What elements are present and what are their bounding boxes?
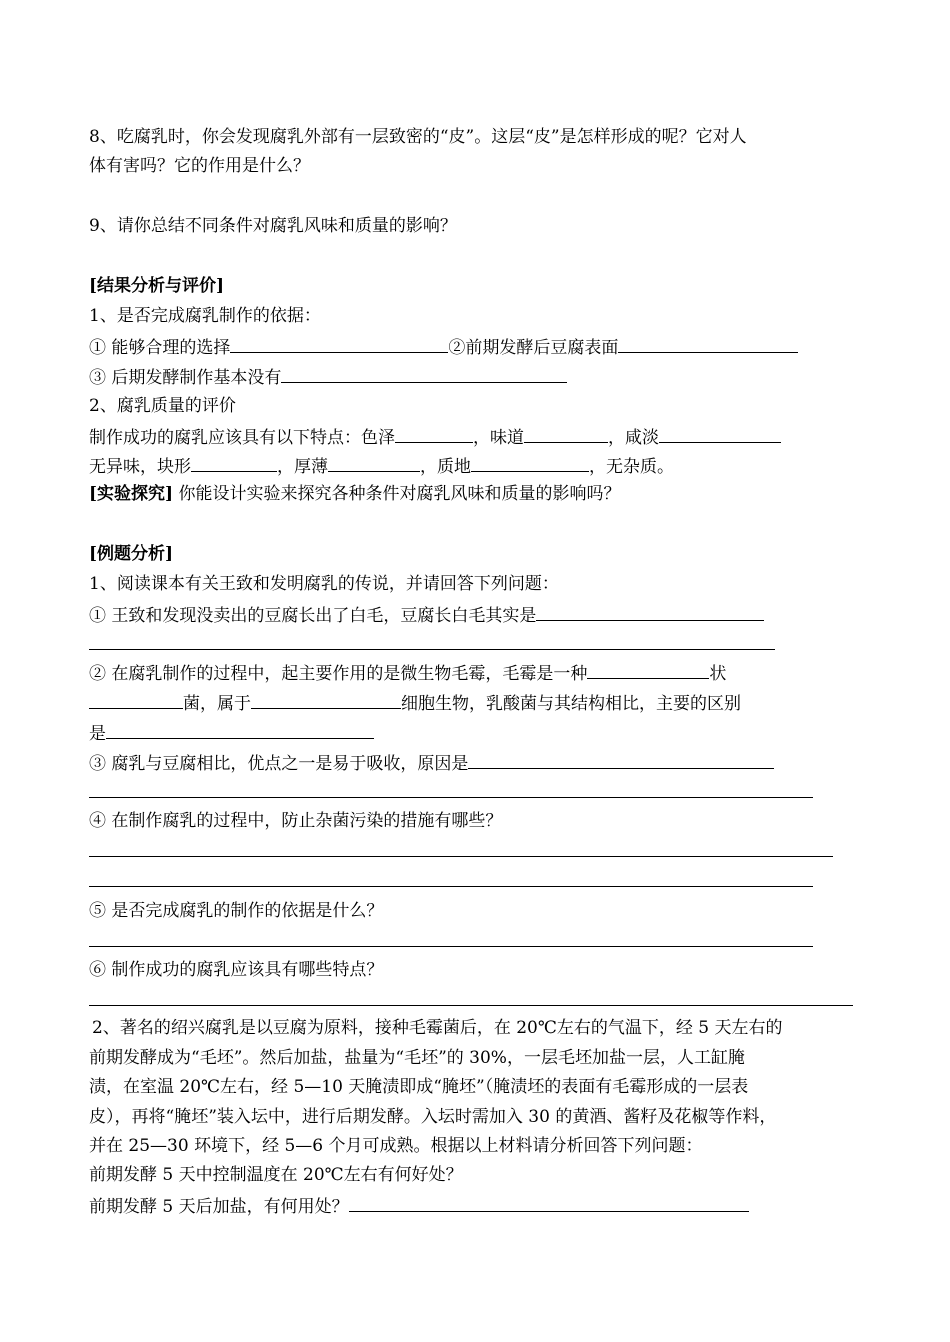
eval-prefix: 制作成功的腐乳应该具有以下特点：色泽 <box>89 428 395 448</box>
criterion-1-blank[interactable] <box>230 335 448 353</box>
question-2-line-5: 并在 25—30 环境下，经 5—6 个月可成熟。根据以上材料请分析回答下列问题： <box>89 1136 703 1156</box>
difference-text: 细胞生物，乳酸菌与其结构相比，主要的区别 <box>401 694 741 714</box>
question-8-line-1: 8、吃腐乳时，你会发现腐乳外部有一层致密的“皮”。这层“皮”是怎样形成的呢？它对人 <box>89 127 747 147</box>
result-item-1: 1、是否完成腐乳制作的依据： <box>89 306 321 326</box>
eval-salty: ，咸淡 <box>608 428 659 448</box>
eval-thickness: ，厚薄 <box>277 457 328 477</box>
answer-line[interactable] <box>89 797 813 798</box>
question-2-line-1: 2、著名的绍兴腐乳是以豆腐为原料，接种毛霉菌后，在 20℃左右的气温下，经 5 天左右的 <box>92 1018 783 1038</box>
result-item-2: 2、腐乳质量的评价 <box>89 396 236 416</box>
sub-question-2-line-3 <box>89 721 374 745</box>
answer-line[interactable] <box>89 886 813 887</box>
sub-question-3 <box>89 751 774 775</box>
salt-use-blank[interactable] <box>349 1194 749 1212</box>
criterion-2-blank[interactable] <box>618 335 798 353</box>
evaluation-line-1 <box>89 425 781 449</box>
sub-question-1-text: ① 王致和发现没卖出的豆腐长出了白毛，豆腐长白毛其实是 <box>89 606 537 626</box>
is-text: 是 <box>89 724 106 744</box>
eval-end: ，无杂质。 <box>589 457 674 477</box>
example-heading: [例题分析] <box>89 544 174 564</box>
sub-question-5: ⑤ 是否完成腐乳的制作的依据是什么？ <box>89 901 384 921</box>
sub-question-2 <box>89 661 726 685</box>
answer-line[interactable] <box>89 649 775 650</box>
answer-line[interactable] <box>89 856 833 857</box>
sub-question-2-line-2 <box>89 691 741 715</box>
criteria-line-2 <box>89 365 567 389</box>
color-blank[interactable] <box>395 425 473 443</box>
criteria-line-1 <box>89 335 798 359</box>
explore-text: 你能设计实验来探究各种条件对腐乳风味和质量的影响吗？ <box>173 484 621 504</box>
question-8-line-2: 体有害吗？它的作用是什么？ <box>89 156 310 176</box>
eval-taste: ，味道 <box>473 428 524 448</box>
result-heading: [结果分析与评价] <box>89 276 225 296</box>
explore-label: [实验探究] <box>89 484 174 504</box>
question-2-line-3: 渍，在室温 20℃左右，经 5—10 天腌渍即成“腌坯”（腌渍坯的表面有毛霉形成的一层表 <box>89 1077 749 1097</box>
shape-blank[interactable] <box>191 454 277 472</box>
shape-type-blank[interactable] <box>587 661 709 679</box>
answer-line[interactable] <box>89 946 813 947</box>
reason-blank[interactable] <box>468 751 774 769</box>
difference-blank[interactable] <box>106 721 374 739</box>
texture-blank[interactable] <box>471 454 589 472</box>
belongs-to-text: 菌，属于 <box>183 694 251 714</box>
cell-type-blank[interactable] <box>251 691 401 709</box>
thickness-blank[interactable] <box>328 454 420 472</box>
criterion-3-blank[interactable] <box>281 365 567 383</box>
question-2-line-6: 前期发酵 5 天中控制温度在 20℃左右有何好处？ <box>89 1165 463 1185</box>
question-9: 9、请你总结不同条件对腐乳风味和质量的影响？ <box>89 216 457 236</box>
sub-question-3-text: ③ 腐乳与豆腐相比，优点之一是易于吸收，原因是 <box>89 754 469 774</box>
sub-question-1 <box>89 603 764 627</box>
eval-shape: 无异味，块形 <box>89 457 191 477</box>
answer-line[interactable] <box>89 1005 853 1006</box>
criterion-2-text: ②前期发酵后豆腐表面 <box>448 338 619 358</box>
sub-question-1-blank[interactable] <box>536 603 764 621</box>
shape-suffix: 状 <box>709 664 727 684</box>
question-2-line-7-text: 前期发酵 5 天后加盐，有何用处？ <box>89 1197 349 1217</box>
question-2-line-4: 皮），再将“腌坯”装入坛中，进行后期发酵。入坛时需加入 30 的黄酒、酱籽及花椒等作料， <box>89 1107 777 1127</box>
sub-question-2-text: ② 在腐乳制作的过程中，起主要作用的是微生物毛霉，毛霉是一种 <box>89 664 588 684</box>
evaluation-line-2 <box>89 454 674 478</box>
question-2-line-2: 前期发酵成为“毛坯”。然后加盐，盐量为“毛坯”的 30%，一层毛坯加盐一层，人工缸腌 <box>89 1048 745 1068</box>
experiment-explore <box>89 483 621 505</box>
question-2-line-7 <box>89 1194 749 1218</box>
sub-question-6: ⑥ 制作成功的腐乳应该具有哪些特点？ <box>89 960 384 980</box>
criterion-3-text: ③ 后期发酵制作基本没有 <box>89 368 282 388</box>
salty-blank[interactable] <box>659 425 781 443</box>
criterion-1-text: ① 能够合理的选择 <box>89 338 231 358</box>
sub-question-4: ④ 在制作腐乳的过程中，防止杂菌污染的措施有哪些？ <box>89 811 503 831</box>
example-q1-intro: 1、阅读课本有关王致和发明腐乳的传说，并请回答下列问题： <box>89 574 559 594</box>
fungus-type-blank[interactable] <box>89 691 183 709</box>
eval-texture: ，质地 <box>420 457 471 477</box>
taste-blank[interactable] <box>524 425 608 443</box>
